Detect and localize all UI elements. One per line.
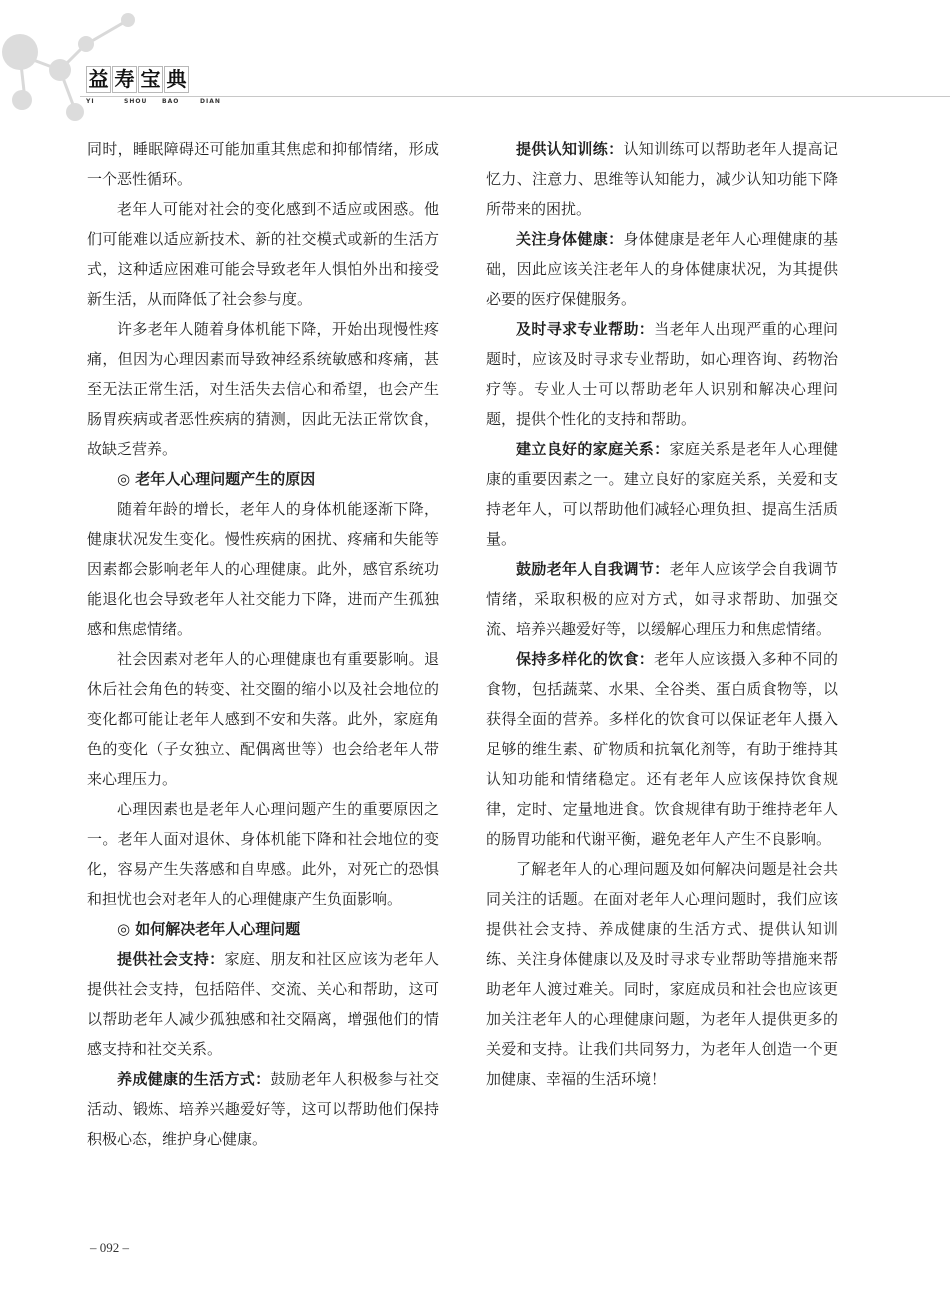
paragraph-lead: 鼓励老年人自我调节： bbox=[516, 560, 670, 578]
paragraph-lead: 及时寻求专业帮助： bbox=[516, 320, 655, 338]
magazine-logo bbox=[86, 66, 238, 105]
logo-char: 宝 bbox=[138, 66, 163, 93]
paragraph-lead: 养成健康的生活方式： bbox=[117, 1070, 271, 1088]
paragraph-lead: 关注身体健康： bbox=[516, 230, 624, 248]
paragraph-body: 老年人应该摄入多种不同的食物，包括蔬菜、水果、全谷类、蛋白质食物等，以获得全面的营养。多样化的饮食可以保证老年人摄入足够的维生素、矿物质和抗氧化剂等，有助于维持其认知功能和情绪稳定。还有老年人应该保持饮食规律，定时、定量地进食。饮食规律有助于维持老年人的肠胃功能和代谢平衡，避免老年人产生不良影响。 bbox=[486, 650, 838, 848]
right-column bbox=[486, 134, 838, 1094]
paragraph-body: 身体健康是老年人心理健康的基础，因此应该关注老年人的身体健康状况，为其提供必要的医疗保健服务。 bbox=[486, 230, 838, 308]
page-number: – 092 – bbox=[90, 1240, 129, 1255]
logo-pinyin: BAO bbox=[162, 98, 180, 105]
paragraph: 社会因素对老年人的心理健康也有重要影响。退休后社会角色的转变、社交圈的缩小以及社会地位的变化都可能让老年人感到不安和失落。此外，家庭角色的变化（子女独立、配偶离世等）也会给老年人带来心理压力。 bbox=[87, 650, 439, 788]
logo-char: 寿 bbox=[112, 66, 137, 93]
paragraph bbox=[486, 554, 838, 644]
paragraph-lead: 保持多样化的饮食： bbox=[516, 650, 655, 668]
paragraph: 老年人可能对社会的变化感到不适应或困惑。他们可能难以适应新技术、新的社交模式或新的生活方式，这种适应困难可能会导致老年人惧怕外出和接受新生活，从而降低了社会参与度。 bbox=[87, 200, 439, 308]
section-heading-solutions: ◎ 如何解决老年人心理问题 bbox=[117, 920, 301, 938]
paragraph: 心理因素也是老年人心理问题产生的重要原因之一。老年人面对退休、身体机能下降和社会地位的变化，容易产生失落感和自卑感。此外，对死亡的恐惧和担忧也会对老年人的心理健康产生负面影响。 bbox=[87, 800, 439, 908]
paragraph bbox=[486, 314, 838, 434]
paragraph-lead: 提供社会支持： bbox=[117, 950, 225, 968]
paragraph: 许多老年人随着身体机能下降，开始出现慢性疼痛，但因为心理因素而导致神经系统敏感和疼痛，甚至无法正常生活，对生活失去信心和希望，也会产生肠胃疾病或者恶性疾病的猜测，因此无法正常饮食，故缺乏营养。 bbox=[87, 320, 439, 458]
paragraph-body: 认知训练可以帮助老年人提高记忆力、注意力、思维等认知能力，减少认知功能下降所带来的困扰。 bbox=[486, 140, 838, 218]
paragraph bbox=[87, 1064, 439, 1154]
logo-pinyin: DIAN bbox=[200, 98, 221, 105]
logo-char: 典 bbox=[164, 66, 189, 93]
paragraph bbox=[486, 434, 838, 554]
paragraph bbox=[87, 944, 439, 1064]
paragraph-body: 老年人应该学会自我调节情绪，采取积极的应对方式，如寻求帮助、加强交流、培养兴趣爱好等，以缓解心理压力和焦虑情绪。 bbox=[486, 560, 838, 638]
paragraph-body: 家庭、朋友和社区应该为老年人提供社会支持，包括陪伴、交流、关心和帮助，这可以帮助老年人减少孤独感和社交隔离，增强他们的情感支持和社交关系。 bbox=[87, 950, 439, 1058]
section-heading-causes: ◎ 老年人心理问题产生的原因 bbox=[117, 470, 316, 488]
logo-pinyin: YI bbox=[86, 98, 95, 105]
paragraph-body: 鼓励老年人积极参与社交活动、锻炼、培养兴趣爱好等，这可以帮助他们保持积极心态，维护身心健康。 bbox=[87, 1070, 439, 1148]
paragraph bbox=[486, 134, 838, 224]
paragraph-lead: 提供认知训练： bbox=[516, 140, 624, 158]
paragraph: 了解老年人的心理问题及如何解决问题是社会共同关注的话题。在面对老年人心理问题时，我们应该提供社会支持、养成健康的生活方式、提供认知训练、关注身体健康以及及时寻求专业帮助等措施来帮助老年人渡过难关。同时，家庭成员和社会也应该更加关注老年人的心理健康问题，为老年人提供更多的关爱和支持。让我们共同努力，为老年人创造一个更加健康、幸福的生活环境！ bbox=[486, 860, 838, 1088]
paragraph-lead: 建立良好的家庭关系： bbox=[516, 440, 670, 458]
molecule-decoration-icon bbox=[0, 0, 140, 130]
paragraph bbox=[486, 224, 838, 314]
left-column bbox=[87, 134, 439, 1154]
paragraph-body: 家庭关系是老年人心理健康的重要因素之一。建立良好的家庭关系，关爱和支持老年人，可以帮助他们减轻心理负担、提高生活质量。 bbox=[486, 440, 838, 548]
paragraph bbox=[486, 644, 838, 854]
logo-pinyin: SHOU bbox=[124, 98, 148, 105]
paragraph: 随着年龄的增长，老年人的身体机能逐渐下降，健康状况发生变化。慢性疾病的困扰、疼痛和失能等因素都会影响老年人的心理健康。此外，感官系统功能退化也会导致老年人社交能力下降，进而产生孤独感和焦虑情绪。 bbox=[87, 500, 439, 638]
paragraph-body: 当老年人出现严重的心理问题时，应该及时寻求专业帮助，如心理咨询、药物治疗等。专业人士可以帮助老年人识别和解决心理问题，提供个性化的支持和帮助。 bbox=[486, 320, 838, 428]
logo-char: 益 bbox=[86, 66, 111, 93]
paragraph: 同时，睡眠障碍还可能加重其焦虑和抑郁情绪，形成一个恶性循环。 bbox=[87, 140, 439, 188]
